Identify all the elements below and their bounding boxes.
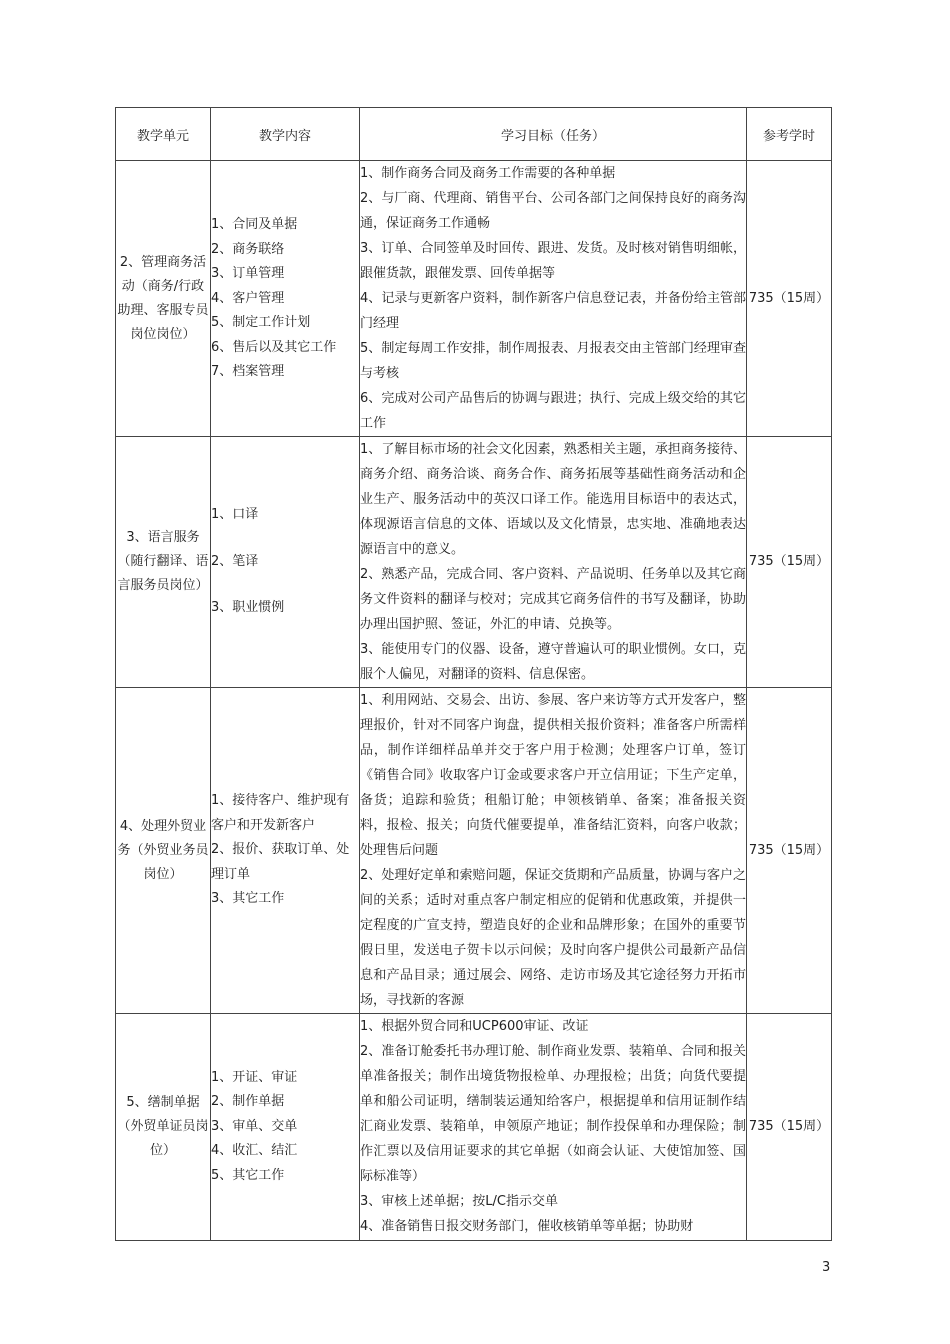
goal-item: 2、与厂商、代理商、销售平台、公司各部门之间保持良好的商务沟通，保证商务工作通畅 — [360, 191, 746, 231]
goals-cell — [360, 437, 747, 688]
content-item: 1、开证、审证 — [211, 1069, 298, 1085]
unit-cell: 3、语言服务（随行翻译、语言服务员岗位） — [116, 437, 211, 688]
content-cell — [211, 437, 360, 688]
header-row — [116, 108, 832, 161]
content-item: 3、审单、交单 — [211, 1118, 298, 1134]
content-item: 6、售后以及其它工作 — [211, 339, 337, 355]
hours-cell: 735（15周） — [747, 437, 832, 688]
goal-item: 2、熟悉产品，完成合同、客户资料、产品说明、任务单以及其它商务文件资料的翻译与校对；完成其它商务信件的书写及翻译，协助办理出国护照、签证，外汇的申请、兑换等。 — [360, 567, 746, 632]
content-cell — [211, 161, 360, 437]
header-reference-hours: 参考学时 — [747, 108, 832, 161]
table-row — [116, 688, 832, 1014]
content-item: 3、其它工作 — [211, 891, 285, 907]
content-cell — [211, 1014, 360, 1241]
table-row — [116, 161, 832, 437]
goal-item: 1、了解目标市场的社会文化因素，熟悉相关主题，承担商务接待、商务介绍、商务洽谈、商务合作、商务拓展等基础性商务活动和企业生产、服务活动中的英汉口译工作。能选用目标语中的表达式，体现源语言信息的文体、语域以及文化情景，忠实地、准确地表达源语言中的意义。 — [360, 442, 746, 557]
content-item: 5、其它工作 — [211, 1167, 285, 1183]
content-item: 2、报价、获取订单、处理订单 — [211, 842, 350, 882]
header-learning-goals: 学习目标（任务） — [360, 108, 747, 161]
content-item: 2、商务联络 — [211, 241, 285, 257]
goal-item: 4、记录与更新客户资料，制作新客户信息登记表，并备份给主管部门经理 — [360, 291, 746, 331]
goal-item: 4、准备销售日报交财务部门，催收核销单等单据；协助财 — [360, 1219, 694, 1234]
content-item: 1、口译 — [211, 507, 259, 523]
goals-cell — [360, 1014, 747, 1241]
goals-cell — [360, 688, 747, 1014]
page-number: 3 — [822, 1260, 831, 1275]
content-item: 2、制作单据 — [211, 1094, 285, 1110]
content-item: 3、订单管理 — [211, 266, 285, 281]
goal-item: 1、利用网站、交易会、出访、参展、客户来访等方式开发客户，整理报价，针对不同客户询盘，提供相关报价资料；准备客户所需样品，制作详细样品单并交于客户用于检测；处理客户订单，签订《销售合同》收取客户订金或要求客户开立信用证；下生产定单，备货；追踪和验货；租船订舱；申领核销单、备案；准备报关资料，报检、报关；向货代催要提单，准备结汇资料，向客户收款；处理售后问题 — [360, 693, 746, 858]
hours-cell: 735（15周） — [747, 688, 832, 1014]
content-item: 5、制定工作计划 — [211, 315, 311, 330]
hours-cell: 735（15周） — [747, 161, 832, 437]
goal-item: 2、处理好定单和索赔问题，保证交货期和产品质量，协调与客户之间的关系；适时对重点客户制定相应的促销和优惠政策，并提供一定程度的广宣支持，塑造良好的企业和品牌形象；在国外的重要节假日里，发送电子贺卡以示问候；及时向客户提供公司最新产品信息和产品目录；通过展会、网络、走访市场及其它途径努力开拓市场，寻找新的客源 — [360, 868, 746, 1008]
content-cell — [211, 688, 360, 1014]
goal-item: 6、完成对公司产品售后的协调与跟进；执行、完成上级交给的其它工作 — [360, 391, 746, 431]
table-row — [116, 1014, 832, 1241]
goal-item: 3、能使用专门的仪器、设备，遵守普遍认可的职业惯例。女口，克服个人偏见，对翻译的资料、信息保密。 — [360, 642, 746, 682]
unit-cell: 5、缮制单据（外贸单证员岗位） — [116, 1014, 211, 1241]
content-item: 4、客户管理 — [211, 290, 285, 306]
goal-item: 5、制定每周工作安排，制作周报表、月报表交由主管部门经理审查与考核 — [360, 341, 746, 381]
header-teaching-content: 教学内容 — [211, 108, 360, 161]
content-item: 1、接待客户、维护现有客户和开发新客户 — [211, 793, 350, 833]
goal-item: 1、制作商务合同及商务工作需要的各种单据 — [360, 166, 616, 181]
unit-cell: 2、管理商务活动（商务/行政助理、客服专员岗位岗位） — [116, 161, 211, 437]
content-item: 2、笔译 — [211, 553, 259, 569]
goal-item: 3、订单、合同签单及时回传、跟进、发货。及时核对销售明细帐，跟催货款，跟催发票、回传单据等 — [360, 241, 746, 281]
goal-item: 2、准备订舱委托书办理订舱、制作商业发票、装箱单、合同和报关单准备报关；制作出境货物报检单、办理报检；出货；向货代要提单和船公司证明，缮制装运通知给客户，根据提单和信用证制作结汇商业发票、装箱单，申领原产地证；制作投保单和办理保险；制作汇票以及信用证要求的其它单据（如商会认证、大使馆加签、国际标准等） — [360, 1044, 746, 1184]
table-row — [116, 437, 832, 688]
goals-cell — [360, 161, 747, 437]
curriculum-table — [115, 107, 832, 1241]
header-teaching-unit: 教学单元 — [116, 108, 211, 161]
content-item: 4、收汇、结汇 — [211, 1143, 298, 1159]
content-item: 7、档案管理 — [211, 363, 285, 379]
content-item: 1、合同及单据 — [211, 217, 298, 232]
hours-cell: 735（15周） — [747, 1014, 832, 1241]
goal-item: 1、根据外贸合同和UCP600审证、改证 — [360, 1019, 589, 1034]
content-item: 3、职业惯例 — [211, 600, 285, 616]
goal-item: 3、审核上述单据；按L/C指示交单 — [360, 1194, 558, 1209]
unit-cell: 4、处理外贸业务（外贸业务员岗位） — [116, 688, 211, 1014]
